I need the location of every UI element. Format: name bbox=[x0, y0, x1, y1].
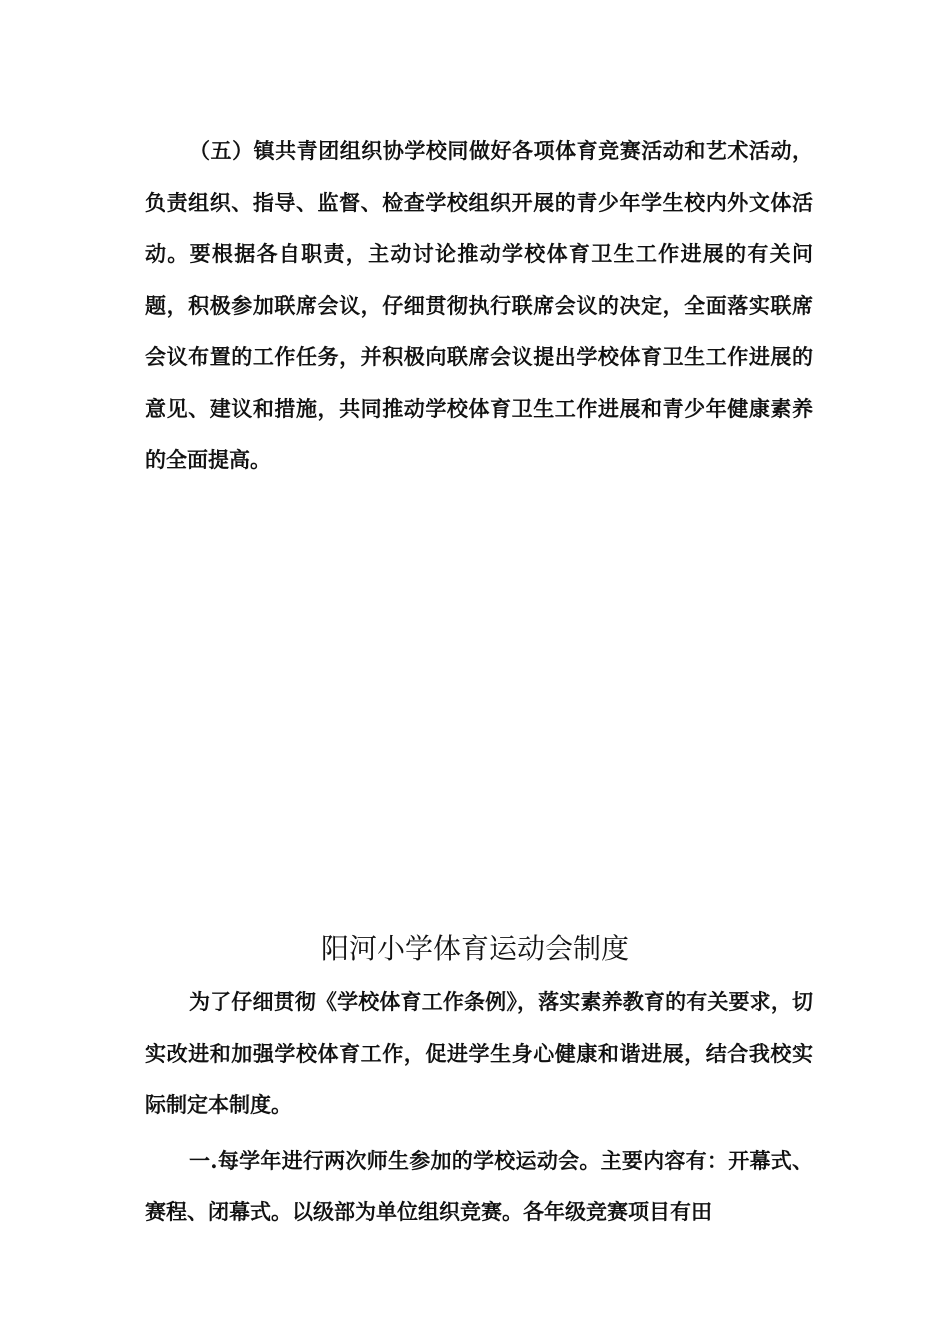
paragraph-youth-league-duties: （五）镇共青团组织协学校同做好各项体育竞赛活动和艺术活动，负责组织、指导、监督、检查学校组织开展的青少年学生校内外文体活动。要根据各自职责，主动讨论推动学校体育卫生工作进展的有关问题，积极参加联席会议，仔细贯彻执行联席会议的决定，全面落实联席会议布置的工作任务，并积极向联席会议提出学校体育卫生工作进展的意见、建议和措施，共同推动学校体育卫生工作进展和青少年健康素养的全面提高。 bbox=[145, 138, 813, 472]
section-duties bbox=[145, 125, 813, 486]
paragraph-item-1: 一.每学年进行两次师生参加的学校运动会。主要内容有：开幕式、赛程、闭幕式。以级部为单位组织竞赛。各年级竞赛项目有田 bbox=[145, 1147, 813, 1224]
document-title: 阳河小学体育运动会制度 bbox=[320, 932, 629, 965]
paragraph-intro: 为了仔细贯彻《学校体育工作条例》，落实素养教育的有关要求，切实改进和加强学校体育工作，促进学生身心健康和谐进展，结合我校实际制定本制度。 bbox=[145, 989, 813, 1117]
section-sports-meet bbox=[145, 976, 813, 1238]
